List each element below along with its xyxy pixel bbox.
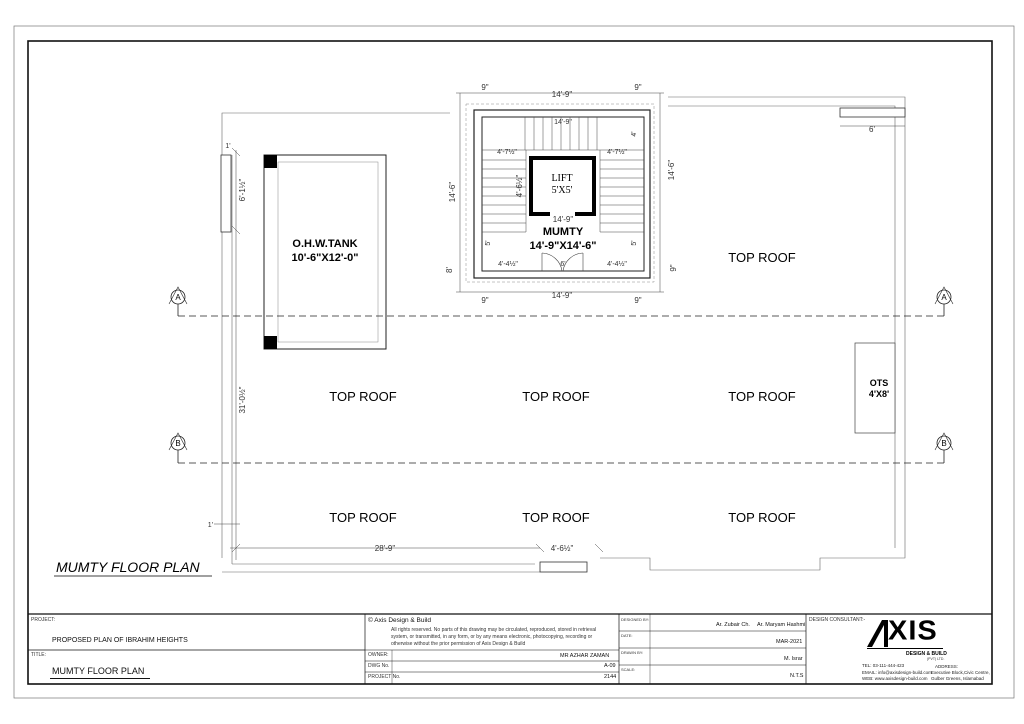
- title-block-grid: [28, 614, 992, 684]
- dwg-value: A-09: [604, 663, 616, 669]
- address-line-2: Gulber Greens, Islamabad: [931, 676, 984, 681]
- ots-label: OTS: [869, 378, 889, 388]
- contact-email: EMAIL: info@axisdesign-build.com: [862, 670, 932, 675]
- contact-web: WEB: www.axisdesign-build.com: [862, 676, 928, 681]
- designed-by-label: DESIGNED BY:: [621, 617, 650, 622]
- ots-shaft: [855, 343, 895, 433]
- dwg-label: DWG No.: [368, 663, 390, 669]
- lift-label: LIFT: [551, 173, 573, 184]
- section-marker-b: B: [175, 439, 181, 448]
- lift-size: 5'X5': [551, 185, 573, 196]
- roof-label: TOP ROOF: [522, 389, 590, 404]
- date-value: MAR-2021: [776, 639, 803, 645]
- dim-mumty-top-left: 9": [481, 83, 489, 92]
- logo-underline: [867, 648, 943, 649]
- ots-size: 4'X8': [868, 389, 890, 399]
- dim-mumty-top-right: 9": [634, 83, 642, 92]
- dim-mumty-bottom-right: 9": [634, 296, 642, 305]
- title-label: TITLE:: [31, 652, 47, 658]
- tank-column: [264, 336, 277, 349]
- roof-label: TOP ROOF: [329, 510, 397, 525]
- dim-left-1ft: 1': [207, 522, 213, 529]
- tank-column: [264, 155, 277, 168]
- roof-label: TOP ROOF: [522, 510, 590, 525]
- roof-beam-top-right: [840, 108, 905, 117]
- section-marker-a: A: [175, 293, 181, 302]
- dim-bottom-length: 28'-9": [374, 544, 396, 553]
- tank-label: O.H.W.TANK: [292, 238, 358, 250]
- project-no-value: 2144: [604, 674, 617, 680]
- roof-label: TOP ROOF: [728, 510, 796, 525]
- dim-stair-right-top: 4': [631, 131, 638, 137]
- dim-door-right: 4'-4½": [607, 261, 627, 268]
- scale-label: SCALE:: [621, 667, 636, 672]
- dim-lift-left: 4'-6½": [515, 174, 524, 198]
- roof-beam-left: [221, 155, 231, 232]
- plan-title: MUMTY FLOOR PLAN: [56, 559, 200, 575]
- roof-beam-bottom: [540, 562, 587, 572]
- copyright-line-1: All rights reserved. No parts of this drawing may be circulated, reproduced, stored in retrieval: [391, 627, 597, 633]
- owner-label: OWNER:: [368, 652, 389, 658]
- dim-mumty-right: 14'-6": [667, 159, 676, 181]
- consultant-label: DESIGN CONSULTANT:-: [809, 617, 866, 623]
- logo-subtitle: DESIGN & BUILD: [906, 651, 947, 657]
- designer-2: Ar. Maryam Hashmi: [757, 622, 806, 628]
- mumty-label: MUMTY: [542, 226, 584, 238]
- dim-door-left: 4'-4½": [498, 261, 518, 268]
- owner-value: MR AZHAR ZAMAN: [560, 653, 610, 659]
- address-line-1: Executive Block,Civic Centre,: [931, 670, 990, 675]
- mumty-size: 14'-9"X14'-6": [529, 240, 597, 252]
- title-value: MUMTY FLOOR PLAN: [52, 666, 145, 676]
- section-marker-a: A: [941, 293, 947, 302]
- title-value-underline: [50, 678, 150, 679]
- dim-mumty-top: 14'-9": [551, 90, 573, 99]
- project-no-label: PROJECT No.: [368, 674, 401, 680]
- section-line-b: [169, 433, 953, 463]
- drawn-by-value: M. Israr: [784, 656, 803, 662]
- copyright-title: © Axis Design & Build: [368, 617, 431, 624]
- dim-left-1ft-top: 1': [225, 143, 231, 150]
- dim-top-right-beam: 6': [869, 125, 875, 134]
- dim-stair-right: 4'-7½": [607, 149, 627, 156]
- logo-text: XIS: [888, 615, 938, 647]
- dim-mumty-right-low: 9": [669, 264, 678, 272]
- dim-left-upper: 6'-1½": [238, 178, 247, 202]
- copyright-line-3: otherwise without the prior permission of Axis Design & Build: [391, 641, 526, 647]
- dim-door-width: 6': [560, 261, 566, 268]
- copyright-line-2: system, or transmitted, in any form, or by any means electronic, photocopying, recording or: [391, 634, 593, 640]
- roof-label: TOP ROOF: [728, 250, 796, 265]
- roof-label: TOP ROOF: [728, 389, 796, 404]
- date-label: DATE:: [621, 633, 633, 638]
- dim-mumty-bottom-left: 9": [481, 296, 489, 305]
- dim-lift-bottom: 14'-9": [552, 215, 574, 224]
- sheet-inner-border: [28, 41, 992, 684]
- designer-1: Ar. Zubair Ch.: [716, 622, 750, 628]
- tank-size: 10'-6"X12'-0": [291, 252, 359, 264]
- section-marker-b: B: [941, 439, 947, 448]
- dim-mumty-left: 14'-6": [448, 181, 457, 203]
- project-value: PROPOSED PLAN OF IBRAHIM HEIGHTS: [52, 637, 188, 644]
- dim-mumty-left-low: 8': [445, 267, 454, 273]
- dim-landing-right: 5': [631, 240, 638, 246]
- scale-value: N.T.S: [790, 673, 804, 679]
- dim-bottom-beam: 4'-6½": [550, 544, 574, 553]
- contact-tel: TEL: 03-111-444-423: [862, 663, 905, 668]
- roof-label: TOP ROOF: [329, 389, 397, 404]
- address-label: ADDRESS:: [935, 664, 959, 669]
- dim-stair-left: 4'-7½": [497, 149, 517, 156]
- dim-mumty-bottom: 14'-9": [551, 291, 573, 300]
- dim-left-total: 31'-0½": [238, 386, 247, 414]
- project-label: PROJECT:: [31, 617, 56, 623]
- dim-stair-top: 14'-9": [554, 119, 572, 126]
- dim-landing-left: 5': [485, 240, 492, 246]
- logo-pvt: (PVT) LTD.: [927, 657, 945, 661]
- drawn-by-label: DRAWN BY:: [621, 650, 644, 655]
